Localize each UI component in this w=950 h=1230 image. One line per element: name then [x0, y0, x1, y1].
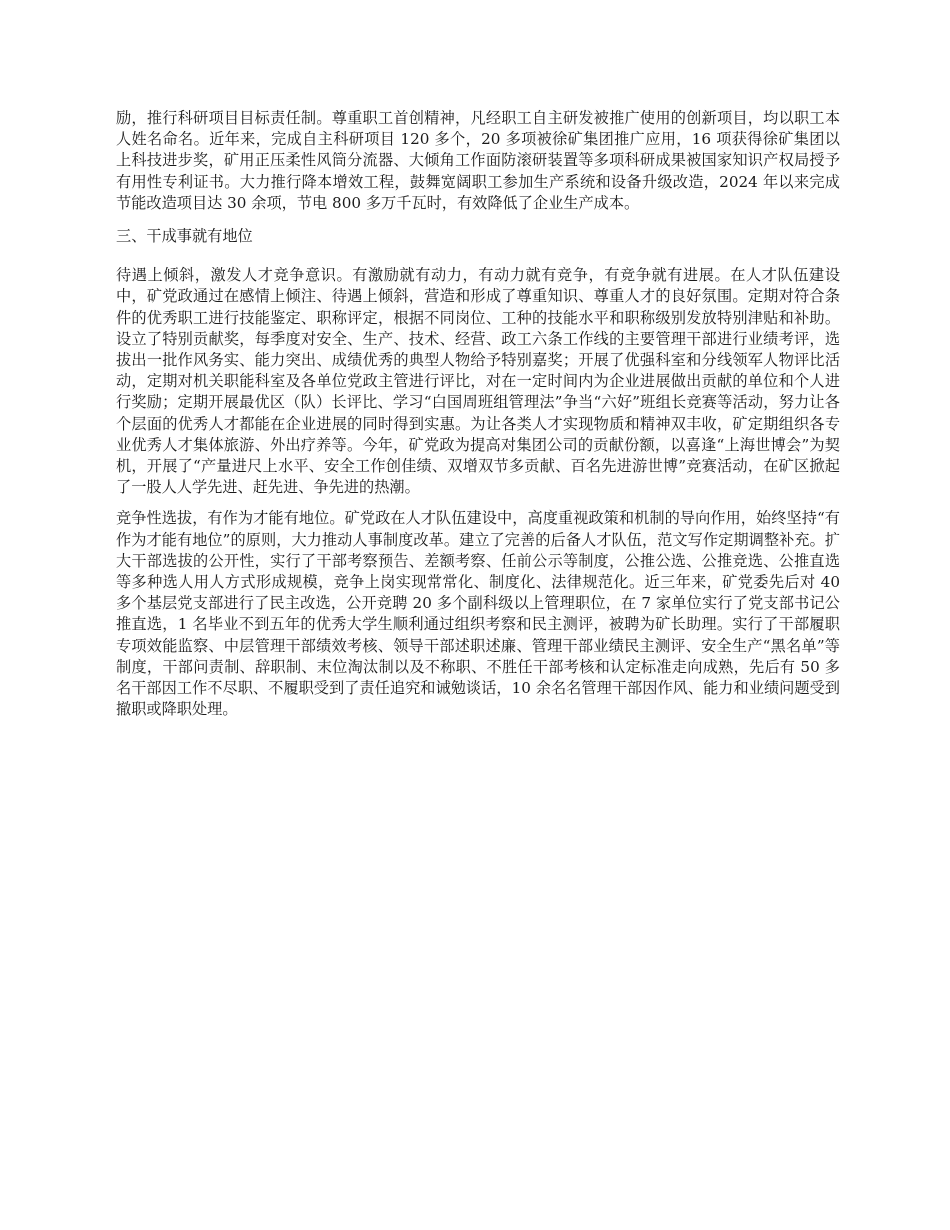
paragraph-treatment-incentives: 待遇上倾斜，激发人才竞争意识。有激励就有动力，有动力就有竞争，有竞争就有进展。在人才队伍建设中，矿党政通过在感情上倾注、待遇上倾斜，营造和形成了尊重知识、尊重人才的良好氛围。定期对符合条件的优秀职工进行技能鉴定、职称评定，根据不同岗位、工种的技能水平和职称级别发放特别津贴和补助。设立了特别贡献奖，每季度对安全、生产、技术、经营、政工六条工作线的主要管理干部进行业绩考评，选拔出一批作风务实、能力突出、成绩优秀的典型人物给予特别嘉奖；开展了优强科室和分线领军人物评比活动，定期对机关职能科室及各单位党政主管进行评比，对在一定时间内为企业进展做出贡献的单位和个人进行奖励；定期开展最优区（队）长评比、学习“白国周班组管理法”争当“六好”班组长竞赛等活动，努力让各个层面的优秀人才都能在企业进展的同时得到实惠。为让各类人才实现物质和精神双丰收，矿定期组织各专业优秀人才集体旅游、外出疗养等。今年，矿党政为提高对集团公司的贡献份额，以喜逢“上海世博会”为契机，开展了“产量进尺上水平、安全工作创佳绩、双增双节多贡献、百名先进游世博”竞赛活动，在矿区掀起了一股人人学先进、赶先进、争先进的热潮。 — [116, 266, 840, 497]
paragraph-competitive-selection: 竞争性选拔，有作为才能有地位。矿党政在人才队伍建设中，高度重视政策和机制的导向作用，始终坚持“有作为才能有地位”的原则，大力推动人事制度改革。建立了完善的后备人才队伍，范文写作定期调整补充。扩大干部选拔的公开性，实行了干部考察预告、差额考察、任前公示等制度，公推公选、公推竞选、公推直选等多种选人用人方式形成规模，竞争上岗实现常常化、制度化、法律规范化。近三年来，矿党委先后对 40 多个基层党支部进行了民主改选，公开竞聘 20 多个副科级以上管理职位，在 7 家单位实行了党支部书记公推直选，1 名毕业不到五年的优秀大学生顺利通过组织考察和民主测评，被聘为矿长助理。实行了干部履职专项效能监察、中层管理干部绩效考核、领导干部述职述廉、管理干部业绩民主测评、安全生产“黑名单”等制度，干部问责制、辞职制、末位淘汰制以及不称职、不胜任干部考核和认定标准走向成熟，先后有 50 多名干部因工作不尽职、不履职受到了责任追究和诫勉谈话，10 余名名管理干部因作风、能力和业绩问题受到撤职或降职处理。 — [116, 509, 840, 719]
document-page — [116, 108, 840, 730]
paragraph-research-incentives: 励，推行科研项目目标责任制。尊重职工首创精神，凡经职工自主研发被推广使用的创新项目，均以职工本人姓名命名。近年来，完成自主科研项目 120 多个，20 多项被徐矿集团推广应用，16 项获得徐矿集团以上科技进步奖，矿用正压柔性风筒分流器、大倾角工作面防滚研装置等多项科研成果被国家知识产权局授予有用性专利证书。大力推行降本增效工程，鼓舞宽阔职工参加生产系统和设备升级改造，2024 年以来完成节能改造项目达 30 余项，节电 800 多万千瓦时，有效降低了企业生产成本。 — [116, 109, 840, 212]
section-heading: 三、干成事就有地位 — [116, 227, 253, 246]
